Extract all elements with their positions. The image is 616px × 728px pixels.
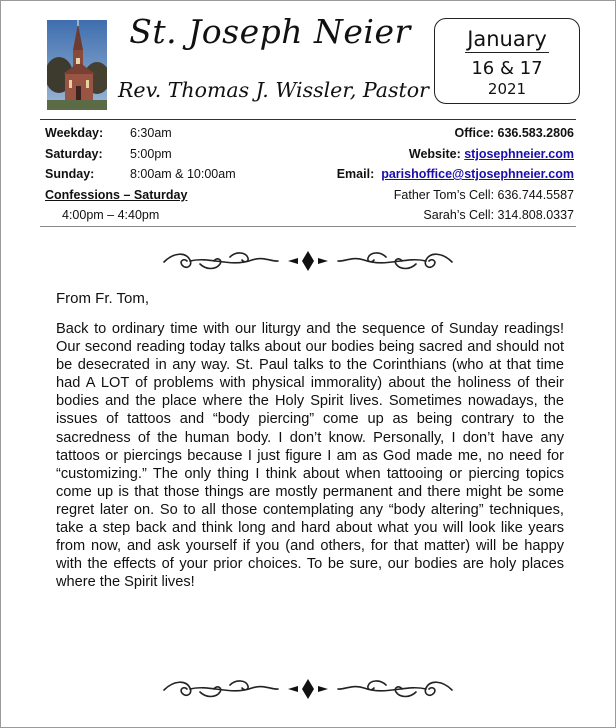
email-link[interactable]: parishoffice@stjosephneier.com [381, 167, 574, 181]
sarah-cell: Sarah’s Cell: 314.808.0337 [423, 208, 574, 222]
father-cell: Father Tom’s Cell: 636.744.5587 [393, 188, 574, 202]
email-line [337, 167, 574, 182]
scroll-ornament-top [160, 248, 456, 274]
letter-body: Back to ordinary time with our liturgy and the sequence of Sunday readings! Our second reading today talks about our bodies being sacred and should not be desecrated in any way. St. Paul talks to the Corinthians (who at that time had A LOT of problems with physical immorality) about the holiness of their bodies and the place where the Holy Spirit lives. Sometimes nowadays, the issues of tattoos and “body piercing” come up as being contrary to the sacredness of the human body. I don’t know. Personally, I don’t have any tattoos or piercings because I just figure I am as God made me, no need for “customizing.” The only thing I think about when tattooing or piercing topics come up is that those things are mostly permanent and there might be some regret later on. So to all those contemplating any “body altering” techniques, take a step back and think long and hard about what you will look like years from now, and ask yourself if you (and others, for that matter) will be happy with the effects of your prior choices. To be sure, our bodies are holy places where the Spirit lives! [56, 321, 564, 591]
website-line [409, 147, 574, 162]
saturday-time: 5:00pm [130, 147, 172, 161]
sunday-label: Sunday: [45, 167, 95, 181]
office-phone: Office: 636.583.2806 [454, 126, 574, 140]
confessions-time: 4:00pm – 4:40pm [62, 208, 160, 222]
weekday-time: 6:30am [130, 126, 172, 140]
email-label: Email: [336, 167, 375, 181]
contact-divider [40, 226, 576, 227]
letter-greeting: From Fr. Tom, [56, 290, 150, 307]
date-month: January [467, 27, 547, 51]
pastor-name: Rev. Thomas J. Wissler, Pastor [118, 78, 429, 102]
parish-name: St. Joseph Neier [129, 12, 411, 51]
church-photo [47, 20, 107, 110]
date-box [434, 18, 580, 104]
weekday-label: Weekday: [45, 126, 104, 140]
scroll-ornament-bottom [160, 676, 456, 702]
saturday-label: Saturday: [45, 147, 103, 161]
date-days: 16 & 17 [471, 58, 543, 79]
sunday-time: 8:00am & 10:00am [130, 167, 236, 181]
website-label: Website: [408, 147, 461, 161]
header-divider [40, 119, 576, 120]
date-year: 2021 [487, 80, 527, 98]
website-link[interactable]: stjosephneier.com [464, 147, 574, 161]
confessions-label: Confessions – Saturday [45, 188, 188, 202]
